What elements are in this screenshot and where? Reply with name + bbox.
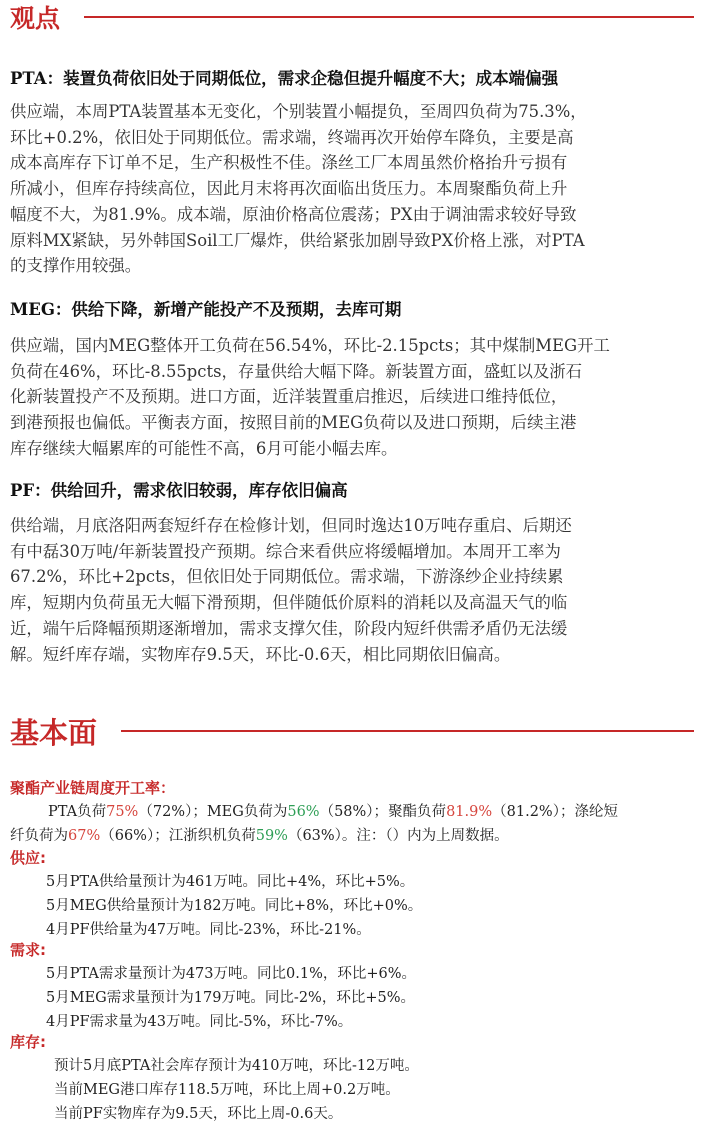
inventory-item: 当前MEG港口库存118.5万吨，环比上周+0.2万吨。 [54, 1082, 400, 1098]
rates-line-1 [10, 800, 696, 824]
text-line: 负荷在46%，环比-8.55pcts，存量供给大幅下降。新装置方面，盛虹以及浙石 [10, 361, 583, 381]
meg-heading: MEG：供给下降，新增产能投产不及预期，去库可期 [10, 300, 402, 319]
section-header-views [10, 2, 694, 32]
text-line: 供给端，月底洛阳两套短纤存在检修计划，但同时逸达10万吨存重启、后期还 [10, 516, 572, 535]
pta-rate-value: 75% [106, 804, 139, 820]
rate-prefix: 纤负荷为 [10, 828, 68, 844]
demand-item: 5月PTA需求量预计为473万吨。同比0.1%，环比+6%。 [46, 966, 416, 982]
rate-prefix: MEG负荷为 [206, 804, 288, 820]
rates-line-2 [10, 824, 696, 848]
pta-heading: PTA：装置负荷依旧处于同期低位，需求企稳但提升幅度不大；成本端偏强 [10, 69, 559, 88]
polyester-rate-value: 81.9% [446, 804, 493, 820]
text-line: 环比+0.2%，依旧处于同期低位。需求端，终端再次开始停车降负，主要是高 [10, 127, 574, 147]
rate-prefix: 聚酯负荷 [388, 804, 447, 820]
text-line: 近，端午后降幅预期逐渐增加，需求支撑欠佳，阶段内短纤供需矛盾仍无法缓 [10, 618, 568, 638]
text-line: 的支撑作用较强。 [10, 256, 142, 276]
section-header-fundamentals [10, 712, 694, 750]
demand-block [10, 938, 696, 1034]
inventory-item: 预计5月底PTA社会库存预计为410万吨，环比-12万吨。 [54, 1058, 419, 1074]
pta-paragraph [10, 99, 696, 279]
pf-heading: PF：供给回升，需求依旧较弱，库存依旧偏高 [10, 481, 348, 500]
text-line: 成本高库存下订单不足，生产积极性不佳。涤丝工厂本周虽然价格抬升亏损有 [10, 153, 568, 173]
supply-item: 5月MEG供给量预计为182万吨。同比+8%，环比+0%。 [46, 898, 423, 914]
operating-rates-block [10, 776, 696, 848]
rate-prev: （72%）； [138, 804, 207, 820]
demand-label: 需求: [10, 941, 46, 959]
section-title: 观点 [10, 4, 61, 33]
supply-item: 5月PTA供给量预计为461万吨。同比+4%，环比+5%。 [46, 874, 415, 890]
section-divider [84, 16, 694, 18]
text-line: 有中磊30万吨/年新装置投产预期。综合来看供应将缓幅增加。本周开工率为 [10, 541, 561, 561]
operating-rates-label: 聚酯产业链周度开工率： [10, 779, 176, 797]
rate-prev: （63%）。注：（）内为上周数据。 [287, 828, 509, 844]
text-line: 供应端，本周PTA装置基本无变化，个别装置小幅提负，至周四负荷为75.3%， [10, 102, 587, 121]
loom-rate-value: 59% [255, 828, 288, 844]
text-line: 幅度不大，为81.9%。成本端，原油价格高位震荡；PX由于调油需求较好导致 [10, 204, 577, 224]
rate-prev: （81.2%）；涤纶短 [492, 804, 618, 820]
inventory-label: 库存: [10, 1033, 46, 1051]
fiber-rate-value: 67% [68, 828, 101, 844]
meg-paragraph [10, 333, 696, 462]
rate-prev: （58%）； [319, 804, 389, 820]
demand-item: 5月MEG需求量预计为179万吨。同比-2%，环比+5%。 [46, 990, 415, 1006]
pf-paragraph [10, 513, 696, 667]
inventory-block [10, 1030, 696, 1126]
rate-prefix: PTA负荷 [48, 804, 107, 820]
supply-label: 供应: [10, 849, 46, 867]
rate-prefix: 江浙织机负荷 [168, 828, 256, 844]
meg-rate-value: 56% [287, 804, 320, 820]
text-line: 化新装置投产不及预期。进口方面，近洋装置重启推迟，后续进口维持低位， [10, 387, 568, 407]
text-line: 库存继续大幅累库的可能性不高，6月可能小幅去库。 [10, 438, 398, 458]
text-line: 解。短纤库存端，实物库存9.5天，环比-0.6天，相比同期依旧偏高。 [10, 644, 511, 664]
text-line: 供应端，国内MEG整体开工负荷在56.54%，环比-2.15pcts；其中煤制MEG开工 [10, 336, 610, 355]
rate-prev: （66%）； [100, 828, 169, 844]
text-line: 67.2%，环比+2pcts，但依旧处于同期低位。需求端，下游涤纱企业持续累 [10, 567, 564, 587]
inventory-item: 当前PF实物库存为9.5天，环比上周-0.6天。 [54, 1106, 343, 1122]
text-line: 所减小，但库存持续高位，因此月末将再次面临出货压力。本周聚酯负荷上升 [10, 179, 568, 199]
text-line: 到港预报也偏低。平衡表方面，按照目前的MEG负荷以及进口预期，后续主港 [10, 413, 577, 433]
supply-item: 4月PF供给量为47万吨。同比-23%，环比-21%。 [46, 922, 371, 938]
text-line: 库，短期内负荷虽无大幅下滑预期，但伴随低价原料的消耗以及高温天气的临 [10, 593, 568, 613]
section-title: 基本面 [10, 715, 98, 750]
demand-item: 4月PF需求量为43万吨。同比-5%，环比-7%。 [46, 1014, 353, 1030]
supply-block [10, 846, 696, 942]
text-line: 原料MX紧缺，另外韩国Soil工厂爆炸，供给紧张加剧导致PX价格上涨，对PTA [10, 230, 585, 250]
section-divider [121, 730, 694, 732]
